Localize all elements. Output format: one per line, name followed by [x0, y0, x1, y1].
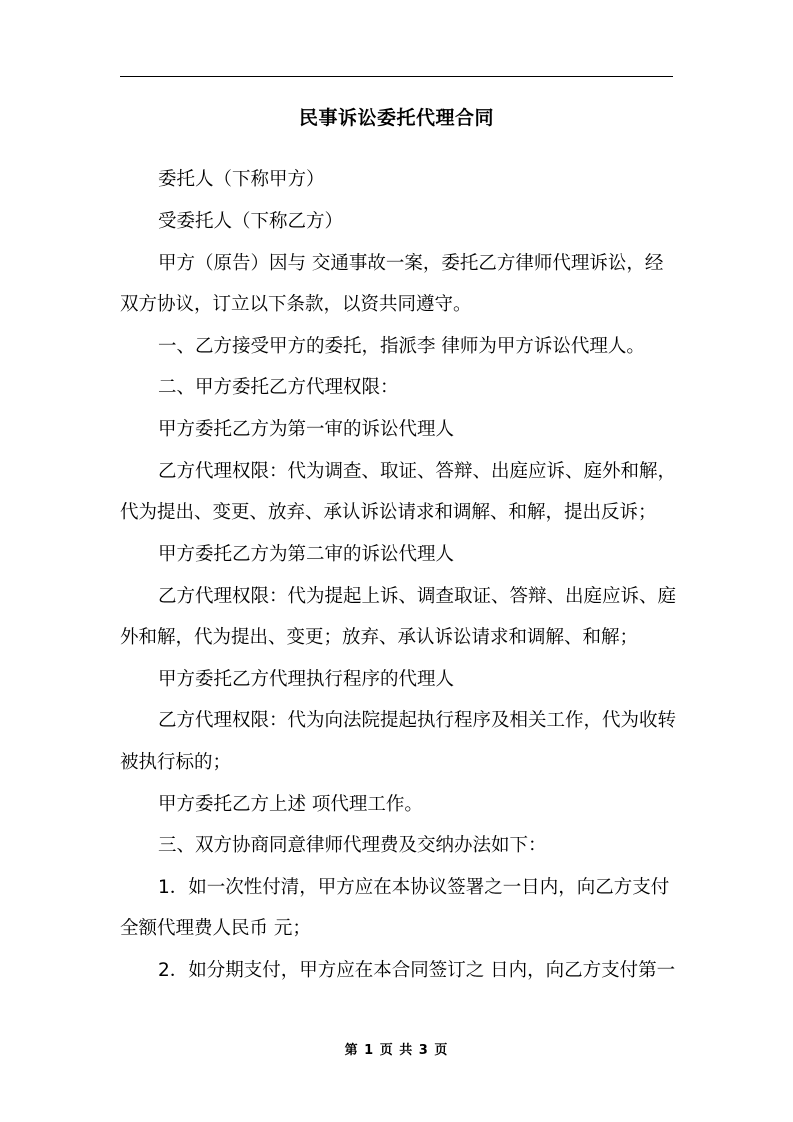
- page-footer: 第 1 页 共 3 页: [344, 1043, 449, 1058]
- paragraph-line: 乙方代理权限：代为向法院提起执行程序及相关工作，代为收转: [158, 710, 677, 731]
- paragraph-line: 甲方委托乙方为第一审的诉讼代理人: [158, 419, 455, 440]
- paragraph-line: 全额代理费人民币 元；: [120, 918, 311, 939]
- header-rule: [120, 76, 673, 77]
- paragraph-line: 乙方代理权限：代为调查、取证、答辩、出庭应诉、庭外和解，: [158, 461, 677, 482]
- paragraph-line: 受委托人（下称乙方）: [158, 211, 344, 232]
- paragraph-line: 1．如一次性付清，甲方应在本协议签署之一日内，向乙方支付: [158, 877, 670, 898]
- paragraph-line: 三、双方协商同意律师代理费及交纳办法如下：: [158, 835, 547, 856]
- paragraph-line: 外和解，代为提出、变更；放弃、承认诉讼请求和调解、和解；: [120, 627, 639, 648]
- paragraph-line: 二、甲方委托乙方代理权限：: [158, 377, 399, 398]
- paragraph-line: 甲方委托乙方为第二审的诉讼代理人: [158, 544, 455, 565]
- paragraph-line: 甲方委托乙方上述 项代理工作。: [158, 794, 423, 815]
- paragraph-line: 2．如分期支付，甲方应在本合同签订之 日内，向乙方支付第一: [158, 960, 676, 981]
- paragraph-line: 甲方委托乙方代理执行程序的代理人: [158, 669, 455, 690]
- paragraph-line: 被执行标的；: [120, 752, 232, 773]
- document-title: 民事诉讼委托代理合同: [298, 107, 494, 129]
- paragraph-line: 代为提出、变更、放弃、承认诉讼请求和调解、和解，提出反诉；: [120, 502, 657, 523]
- paragraph-line: 甲方（原告）因与 交通事故一案，委托乙方律师代理诉讼，经: [158, 253, 664, 274]
- paragraph-line: 委托人（下称甲方）: [158, 169, 325, 190]
- paragraph-line: 一、乙方接受甲方的委托，指派李 律师为甲方诉讼代理人。: [158, 336, 645, 357]
- paragraph-line: 乙方代理权限：代为提起上诉、调查取证、答辩、出庭应诉、庭: [158, 586, 677, 607]
- paragraph-line: 双方协议，订立以下条款，以资共同遵守。: [120, 294, 472, 315]
